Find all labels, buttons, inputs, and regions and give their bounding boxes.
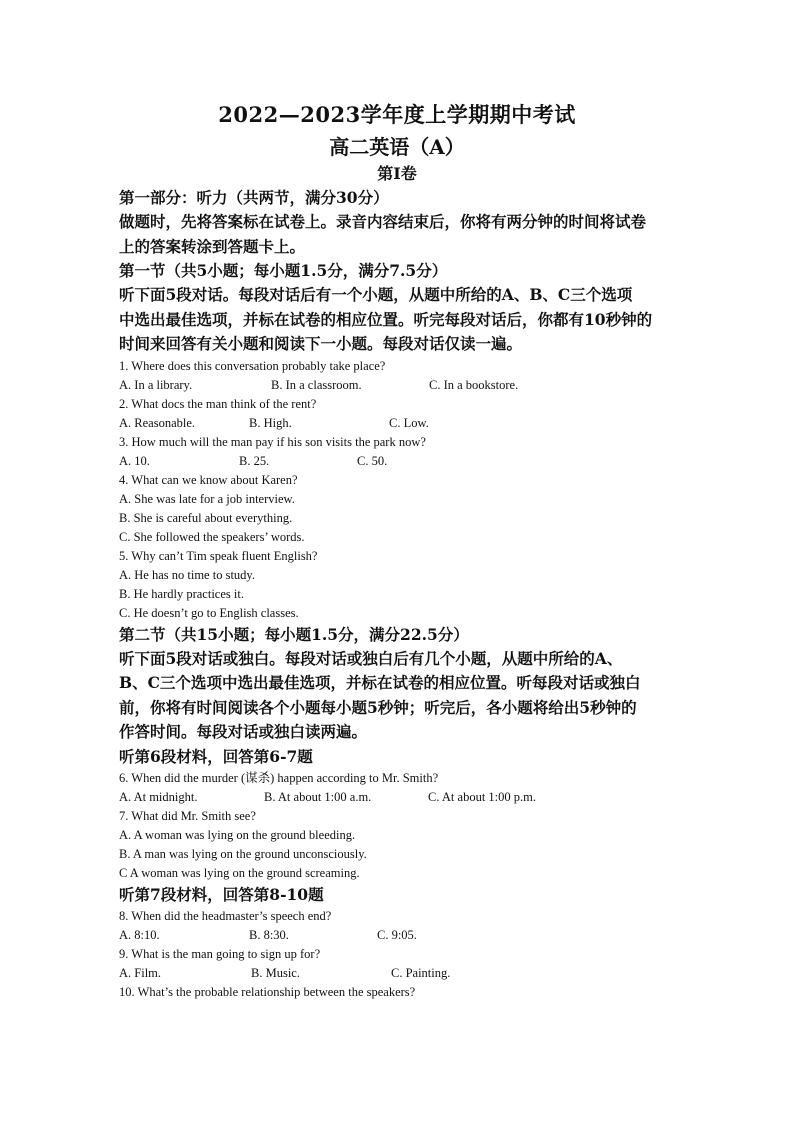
option-b: B. Music. xyxy=(251,965,300,980)
exam-volume: 第Ⅰ卷 xyxy=(377,164,417,183)
option-c: C. At about 1:00 p.m. xyxy=(428,789,536,804)
question-8: 8. When did the headmaster’s speech end? xyxy=(119,908,332,923)
option-a: A. 10. xyxy=(119,453,150,468)
option-b: B. A man was lying on the ground unconsciously. xyxy=(119,846,367,861)
question-10: 10. What’s the probable relationship between the speakers? xyxy=(119,984,416,999)
question-7: 7. What did Mr. Smith see? xyxy=(119,808,256,823)
material6-heading: 听第6段材料，回答第6-7题 xyxy=(119,746,313,766)
option-c: C. In a bookstore. xyxy=(429,377,519,392)
question-4: 4. What can we know about Karen? xyxy=(119,472,298,487)
option-c: C. Painting. xyxy=(391,965,451,980)
exam-subject: 高二英语（A） xyxy=(329,135,465,159)
option-c: C. He doesn’t go to English classes. xyxy=(119,605,299,620)
option-a: A. In a library. xyxy=(119,377,193,392)
option-c: C. Low. xyxy=(389,415,429,430)
exam-title: 2022—2023学年度上学期期中考试 xyxy=(218,102,576,127)
question-9-options xyxy=(119,964,679,983)
part1-instruction-line: 做题时，先将答案标在试卷上。录音内容结束后，你将有两分钟的时间将试卷 xyxy=(119,212,647,231)
question-2: 2. What docs the man think of the rent? xyxy=(119,396,317,411)
section1-instruction-line: 中选出最佳选项，并标在试卷的相应位置。听完每段对话后，你都有10秒钟的 xyxy=(119,309,653,329)
part1-instruction-line: 上的答案转涂到答题卡上。 xyxy=(119,236,306,256)
section1-heading: 第一节（共5小题；每小题1.5分，满分7.5分） xyxy=(119,261,448,280)
part1-heading: 第一部分：听力（共两节，满分30分） xyxy=(119,188,389,207)
exam-body xyxy=(119,186,679,1002)
option-c: C. 50. xyxy=(357,453,388,468)
option-b: B. He hardly practices it. xyxy=(119,586,244,601)
section2-instruction-line: 前，你将有时间阅读各个小题每小题5秒钟；听完后，各小题将给出5秒钟的 xyxy=(119,697,637,717)
option-a: A. He has no time to study. xyxy=(119,567,255,582)
question-6: 6. When did the murder (谋杀) happen according to Mr. Smith? xyxy=(119,770,439,785)
option-b: B. She is careful about everything. xyxy=(119,510,293,525)
question-1-options xyxy=(119,376,679,395)
option-b: B. 25. xyxy=(239,453,270,468)
option-b: B. 8:30. xyxy=(249,927,289,942)
option-b: B. At about 1:00 a.m. xyxy=(264,789,372,804)
option-c: C. 9:05. xyxy=(377,927,417,942)
question-6-options xyxy=(119,788,679,807)
question-2-options xyxy=(119,414,679,433)
section1-instruction-line: 听下面5段对话。每段对话后有一个小题，从题中所给的A、B、C三个选项 xyxy=(119,285,633,304)
option-a: A. Film. xyxy=(119,965,162,980)
section2-instruction-line: B、C三个选项中选出最佳选项，并标在试卷的相应位置。听每段对话或独白 xyxy=(119,673,641,692)
section2-heading: 第二节（共15小题；每小题1.5分，满分22.5分） xyxy=(119,624,469,644)
option-b: B. High. xyxy=(249,415,292,430)
option-b: B. In a classroom. xyxy=(271,377,362,392)
question-8-options xyxy=(119,926,679,945)
option-a: A. 8:10. xyxy=(119,927,160,942)
option-a: A. She was late for a job interview. xyxy=(119,491,295,506)
question-1: 1. Where does this conversation probably take place? xyxy=(119,358,386,373)
question-9: 9. What is the man going to sign up for? xyxy=(119,946,321,961)
question-3: 3. How much will the man pay if his son visits the park now? xyxy=(119,434,426,449)
section1-instruction-line: 时间来回答有关小题和阅读下一小题。每段对话仅读一遍。 xyxy=(119,334,523,353)
option-c: C. She followed the speakers’ words. xyxy=(119,529,305,544)
question-5: 5. Why can’t Tim speak fluent English? xyxy=(119,548,318,563)
material7-heading: 听第7段材料，回答第8-10题 xyxy=(119,884,324,904)
section2-instruction-line: 听下面5段对话或独白。每段对话或独白后有几个小题，从题中所给的A、 xyxy=(119,648,623,668)
option-a: A. Reasonable. xyxy=(119,415,196,430)
option-a: A. At midnight. xyxy=(119,789,198,804)
option-a: A. A woman was lying on the ground bleeding. xyxy=(119,827,356,842)
question-3-options xyxy=(119,452,679,471)
option-c: C A woman was lying on the ground screaming. xyxy=(119,865,360,880)
section2-instruction-line: 作答时间。每段对话或独白读两遍。 xyxy=(119,722,368,741)
